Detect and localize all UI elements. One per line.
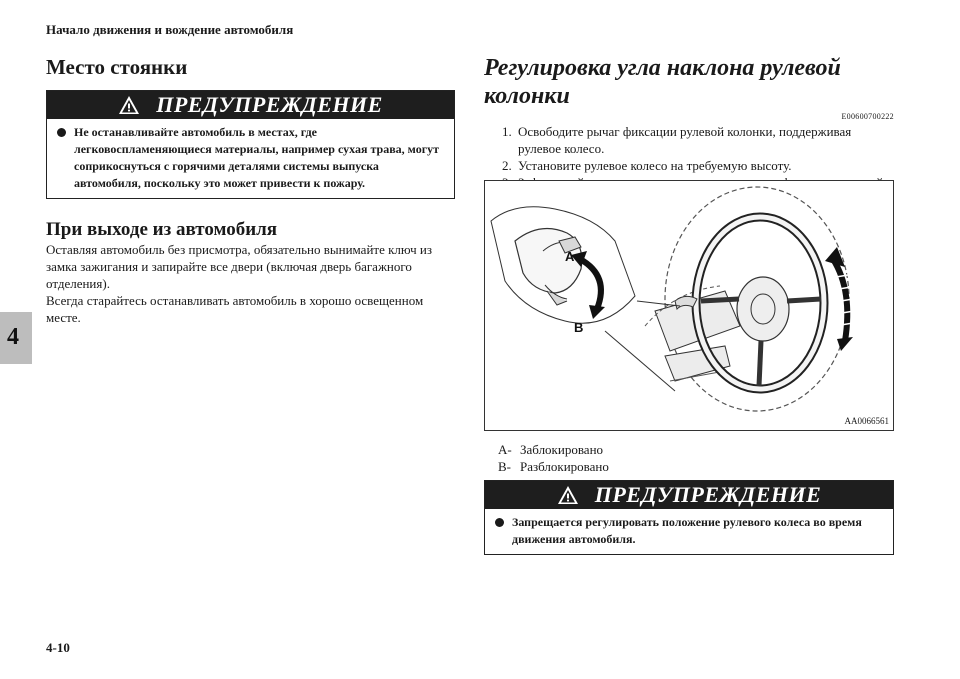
running-head: Начало движения и вождение автомобиля <box>46 22 294 37</box>
section-title-parking: Место стоянки <box>46 55 188 79</box>
warning-header <box>485 481 893 509</box>
warning-body <box>485 509 893 554</box>
step-item: 1. Освободите рычаг фиксации рулевой колонки, поддерживая рулевое колесо. <box>502 124 852 156</box>
warning-box-parking <box>46 90 455 199</box>
chapter-number: 4 <box>7 324 19 350</box>
label-b: B <box>574 320 584 335</box>
figure-code: AA0066561 <box>844 416 889 426</box>
warning-box-steering <box>484 480 894 555</box>
steering-wheel-drawing <box>485 181 894 431</box>
subsection-title-leaving-car: При выходе из автомобиля <box>46 219 278 240</box>
steering-column-illustration <box>484 180 894 431</box>
section-code: E00600700222 <box>841 112 894 121</box>
left-column <box>46 54 455 326</box>
paragraph-leaving-1: Оставляя автомобиль без присмотра, обязательно вынимайте ключ из замка зажигания и запирайте все двери (включая дверь багажного отделения). <box>46 242 433 291</box>
label-a: A <box>565 249 575 264</box>
page-number: 4-10 <box>46 640 70 655</box>
warning-triangle-icon <box>118 95 140 115</box>
warning-title: ПРЕДУПРЕЖДЕНИЕ <box>156 92 383 117</box>
warning-header <box>47 91 454 119</box>
bullet-icon <box>495 518 504 527</box>
warning-title: ПРЕДУПРЕЖДЕНИЕ <box>594 482 822 507</box>
step-item: 2. Установите рулевое колесо на требуемую высоту. <box>502 158 792 173</box>
bullet-icon <box>57 128 66 137</box>
warning-body <box>47 119 454 198</box>
legend-item: A- Заблокировано <box>498 442 604 457</box>
warning-triangle-icon <box>557 485 579 505</box>
chapter-tab <box>0 312 32 364</box>
warning-text: Запрещается регулировать положение рулевого колеса во время движения автомобиля. <box>512 515 862 546</box>
section-title-steering-tilt: Регулировка угла наклона рулевой колонки <box>484 55 841 109</box>
paragraph-leaving-2: Всегда старайтесь останавливать автомобиль в хорошо освещенном месте. <box>46 293 424 325</box>
figure-legend <box>498 441 609 475</box>
warning-text: Не останавливайте автомобиль в местах, где легковоспламеняющиеся материалы, например сухая трава, могут соприкоснуться с горячими деталями системы выпуска автомобиля, поскольку это может привести к пожару. <box>74 125 440 190</box>
legend-item: B- Разблокировано <box>498 459 609 474</box>
